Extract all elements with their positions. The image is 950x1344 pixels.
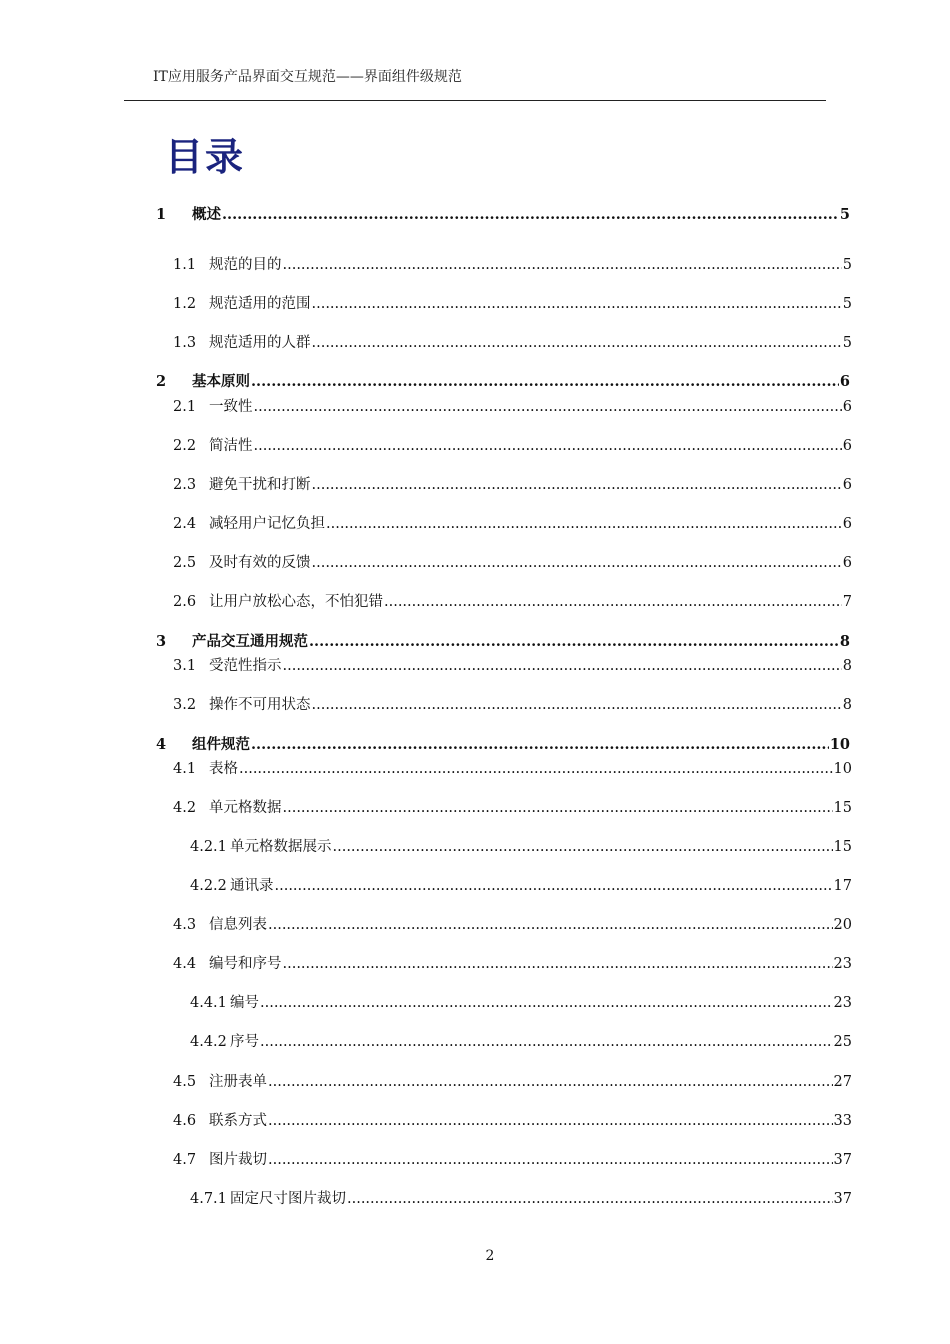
toc-entry-label: 及时有效的反馈 xyxy=(209,555,311,571)
toc-entry-page: 6 xyxy=(842,516,852,532)
toc-entry-number: 1.2 xyxy=(173,296,197,312)
toc-leader-dots xyxy=(312,333,842,353)
toc-entry-label: 一致性 xyxy=(209,399,253,415)
toc-entry[interactable] xyxy=(173,1150,852,1170)
toc-entry-page: 15 xyxy=(833,839,852,855)
toc-leader-dots xyxy=(312,294,842,314)
toc-entry[interactable] xyxy=(156,205,850,225)
toc-entry-page: 23 xyxy=(833,995,852,1011)
toc-entry-page: 8 xyxy=(842,697,852,713)
toc-entry-number: 2.3 xyxy=(173,477,197,493)
toc-entry-label: 组件规范 xyxy=(192,736,250,753)
toc-entry-number: 4.5 xyxy=(173,1074,197,1090)
toc-entry-page: 17 xyxy=(833,878,852,894)
toc-entry-number: 4.4.1 xyxy=(190,995,227,1011)
toc-entry-page: 33 xyxy=(833,1113,852,1129)
toc-leader-dots xyxy=(312,695,842,715)
toc-entry[interactable] xyxy=(173,553,852,573)
toc-leader-dots xyxy=(326,514,842,534)
toc-entry-page: 8 xyxy=(842,658,852,674)
toc-leader-dots xyxy=(347,1189,833,1209)
toc-entry-page: 15 xyxy=(833,800,852,816)
toc-leader-dots xyxy=(384,592,842,612)
toc-entry-page: 37 xyxy=(833,1152,852,1168)
toc-leader-dots xyxy=(283,798,833,818)
toc-entry[interactable] xyxy=(173,255,852,275)
toc-leader-dots xyxy=(275,876,833,896)
toc-entry[interactable] xyxy=(173,592,852,612)
toc-entry-label: 编号 xyxy=(230,995,259,1011)
toc-entry-label: 概述 xyxy=(192,206,221,223)
toc-leader-dots xyxy=(312,553,842,573)
toc-entry[interactable] xyxy=(173,333,852,353)
toc-entry-page: 6 xyxy=(842,555,852,571)
toc-entry-number: 2.6 xyxy=(173,594,197,610)
toc-leader-dots xyxy=(309,632,839,652)
toc-entry[interactable] xyxy=(173,436,852,456)
toc-entry-label: 规范的目的 xyxy=(209,257,282,273)
toc-entry-number: 4 xyxy=(156,736,167,753)
toc-entry[interactable] xyxy=(156,372,850,392)
toc-entry-number: 2.1 xyxy=(173,399,197,415)
toc-entry[interactable] xyxy=(190,1189,852,1209)
toc-entry-page: 20 xyxy=(833,917,852,933)
toc-entry[interactable] xyxy=(190,1032,852,1052)
toc-entry-number: 4.7.1 xyxy=(190,1191,227,1207)
toc-entry-number: 4.7 xyxy=(173,1152,197,1168)
toc-entry[interactable] xyxy=(173,759,852,779)
toc-entry-label: 减轻用户记忆负担 xyxy=(209,516,325,532)
toc-entry[interactable] xyxy=(173,695,852,715)
toc-leader-dots xyxy=(222,205,839,225)
toc-leader-dots xyxy=(268,1111,833,1131)
toc-entry-page: 5 xyxy=(839,206,850,223)
toc-entry-number: 4.2 xyxy=(173,800,197,816)
toc-entry[interactable] xyxy=(173,656,852,676)
toc-leader-dots xyxy=(251,735,829,755)
toc-entry[interactable] xyxy=(156,735,850,755)
toc-entry-number: 3.1 xyxy=(173,658,197,674)
toc-entry-page: 37 xyxy=(833,1191,852,1207)
toc-entry-number: 3.2 xyxy=(173,697,197,713)
toc-title: 目录 xyxy=(165,135,246,179)
toc-leader-dots xyxy=(283,954,833,974)
toc-entry-page: 23 xyxy=(833,956,852,972)
toc-entry-number: 4.4 xyxy=(173,956,197,972)
toc-leader-dots xyxy=(260,1032,833,1052)
toc-leader-dots xyxy=(268,1150,833,1170)
toc-leader-dots xyxy=(283,656,842,676)
toc-entry-number: 4.2.2 xyxy=(190,878,227,894)
toc-entry-number: 1 xyxy=(156,206,167,223)
toc-leader-dots xyxy=(254,397,842,417)
toc-entry-label: 固定尺寸图片裁切 xyxy=(230,1191,346,1207)
toc-entry-number: 2 xyxy=(156,373,167,390)
toc-entry[interactable] xyxy=(173,475,852,495)
toc-leader-dots xyxy=(260,993,833,1013)
toc-entry-page: 25 xyxy=(833,1034,852,1050)
toc-entry-label: 联系方式 xyxy=(209,1113,267,1129)
toc-entry-label: 单元格数据展示 xyxy=(230,839,332,855)
toc-leader-dots xyxy=(251,372,839,392)
toc-entry-page: 8 xyxy=(839,633,850,650)
toc-entry-label: 编号和序号 xyxy=(209,956,282,972)
toc-entry-label: 注册表单 xyxy=(209,1074,267,1090)
toc-entry[interactable] xyxy=(190,993,852,1013)
toc-entry-label: 通讯录 xyxy=(230,878,274,894)
toc-entry-number: 3 xyxy=(156,633,167,650)
toc-entry-page: 7 xyxy=(842,594,852,610)
toc-leader-dots xyxy=(268,915,833,935)
toc-entry-number: 1.3 xyxy=(173,335,197,351)
toc-entry-number: 2.2 xyxy=(173,438,197,454)
toc-entry-number: 4.4.2 xyxy=(190,1034,227,1050)
toc-leader-dots xyxy=(239,759,833,779)
toc-entry-label: 受范性指示 xyxy=(209,658,282,674)
toc-entry-label: 图片裁切 xyxy=(209,1152,267,1168)
toc-entry-number: 4.3 xyxy=(173,917,197,933)
toc-entry-page: 5 xyxy=(842,335,852,351)
toc-entry[interactable] xyxy=(173,514,852,534)
toc-entry-label: 让用户放松心态，不怕犯错 xyxy=(209,594,383,610)
toc-leader-dots xyxy=(312,475,842,495)
toc-entry[interactable] xyxy=(173,294,852,314)
toc-entry-page: 6 xyxy=(842,438,852,454)
toc-entry-label: 信息列表 xyxy=(209,917,267,933)
toc-entry[interactable] xyxy=(156,632,850,652)
toc-entry-label: 规范适用的范围 xyxy=(209,296,311,312)
toc-entry-label: 产品交互通用规范 xyxy=(192,633,308,650)
page-number: 2 xyxy=(485,1248,495,1264)
toc-leader-dots xyxy=(268,1072,833,1092)
toc-entry[interactable] xyxy=(173,954,852,974)
toc-entry-label: 简洁性 xyxy=(209,438,253,454)
toc-entry-label: 表格 xyxy=(209,761,238,777)
toc-entry[interactable] xyxy=(173,397,852,417)
toc-entry-label: 规范适用的人群 xyxy=(209,335,311,351)
toc-entry-page: 10 xyxy=(829,736,850,753)
running-header: IT应用服务产品界面交互规范——界面组件级规范 xyxy=(153,69,462,85)
toc-entry[interactable] xyxy=(190,837,852,857)
toc-entry-label: 操作不可用状态 xyxy=(209,697,311,713)
toc-entry-number: 4.2.1 xyxy=(190,839,227,855)
toc-entry-page: 6 xyxy=(842,477,852,493)
toc-leader-dots xyxy=(254,436,842,456)
toc-entry-page: 5 xyxy=(842,257,852,273)
toc-entry[interactable] xyxy=(190,876,852,896)
toc-entry-number: 2.4 xyxy=(173,516,197,532)
toc-entry-page: 27 xyxy=(833,1074,852,1090)
toc-entry-number: 2.5 xyxy=(173,555,197,571)
toc-entry-label: 序号 xyxy=(230,1034,259,1050)
toc-entry-page: 5 xyxy=(842,296,852,312)
toc-entry-number: 4.1 xyxy=(173,761,197,777)
toc-leader-dots xyxy=(283,255,842,275)
toc-entry-label: 基本原则 xyxy=(192,373,250,390)
toc-entry-page: 6 xyxy=(839,373,850,390)
toc-entry-label: 避免干扰和打断 xyxy=(209,477,311,493)
toc-entry-number: 1.1 xyxy=(173,257,197,273)
toc-entry[interactable] xyxy=(173,1111,852,1131)
toc-entry[interactable] xyxy=(173,1072,852,1092)
toc-entry-page: 10 xyxy=(833,761,852,777)
toc-entry-label: 单元格数据 xyxy=(209,800,282,816)
toc-entry-page: 6 xyxy=(842,399,852,415)
toc-entry[interactable] xyxy=(173,798,852,818)
toc-entry-number: 4.6 xyxy=(173,1113,197,1129)
toc-entry[interactable] xyxy=(173,915,852,935)
toc-leader-dots xyxy=(333,837,833,857)
